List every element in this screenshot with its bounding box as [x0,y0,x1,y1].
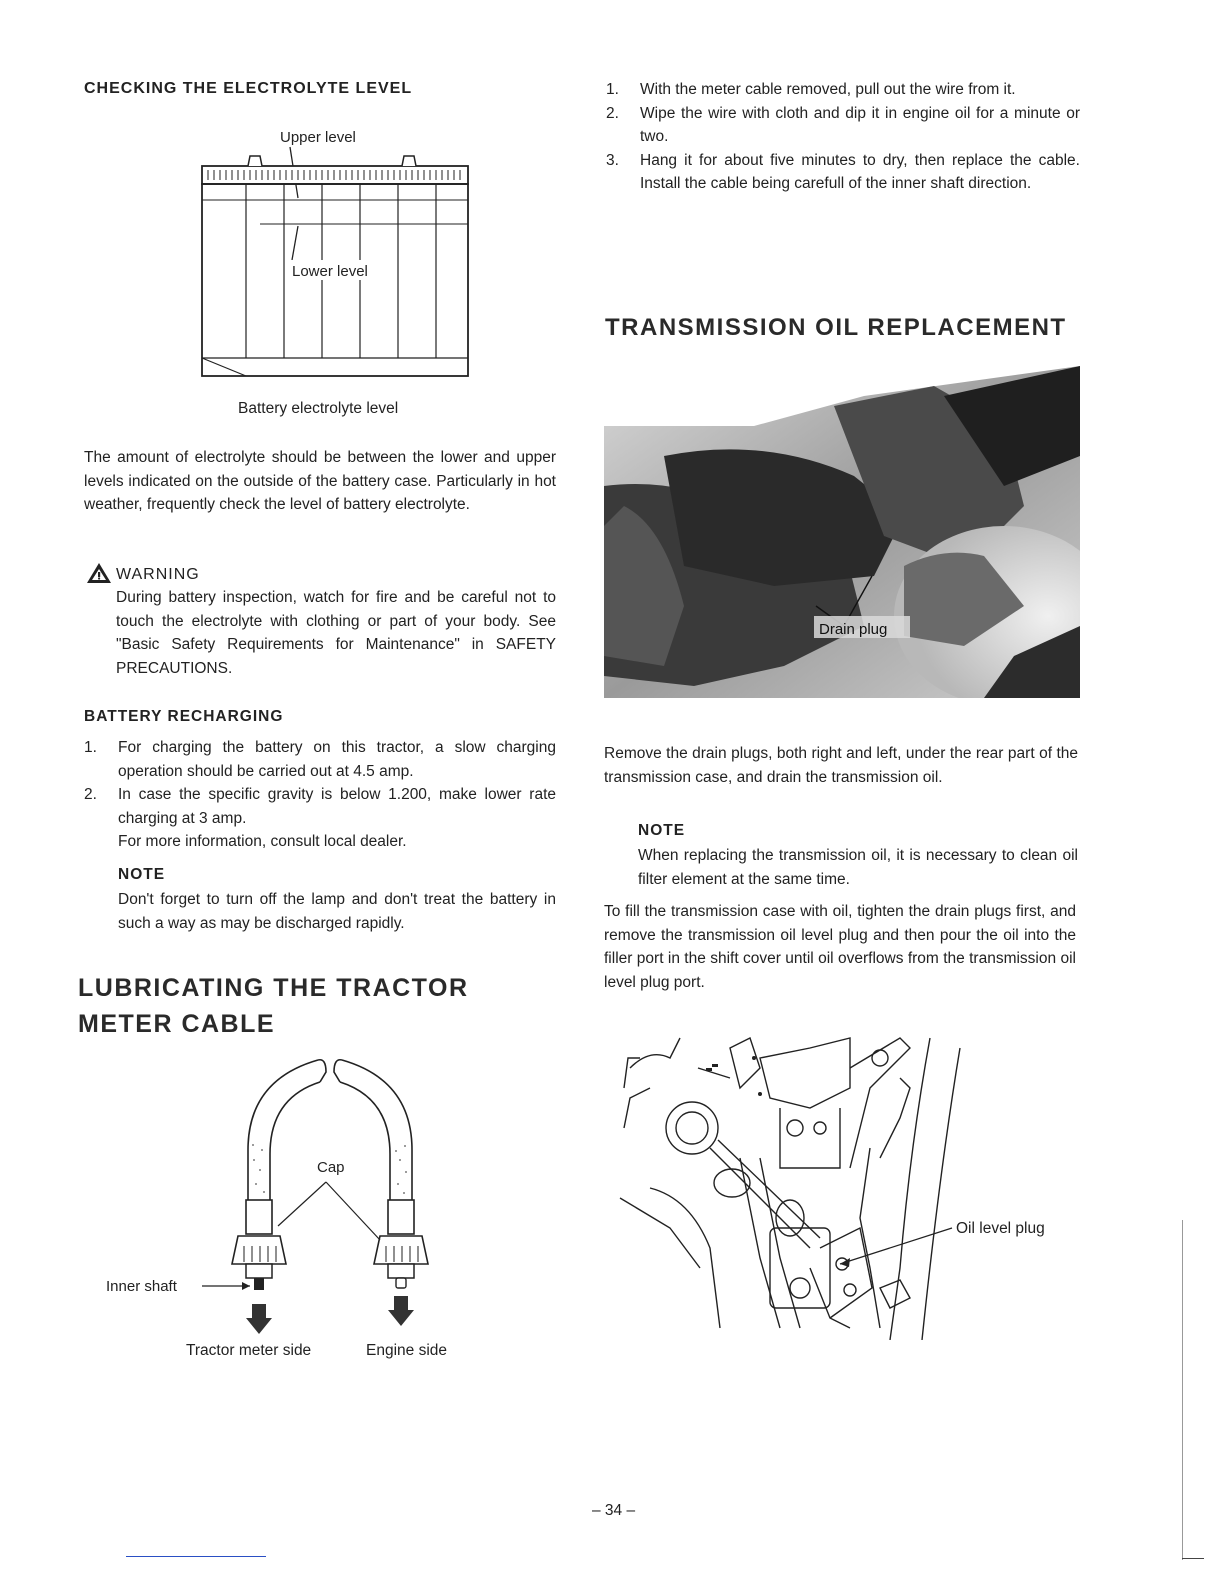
cable-step-text: Hang it for about five minutes to dry, then replace the cable. Install the cable being carefull of the inner shaft direction. [640,151,1080,192]
lubricating-heading-line2: METER CABLE [78,1010,276,1038]
cable-step [606,78,1080,102]
upper-level-label: Upper level [280,129,356,146]
lubricating-heading-line1: LUBRICATING THE TRACTOR [78,974,469,1002]
page-number: – 34 – [592,1502,636,1519]
inner-shaft-tip [254,1278,264,1290]
recharging-item [84,736,556,783]
transmission-note-text: When replacing the transmission oil, it is necessary to clean oil filter element at the same time. [638,847,1078,888]
fill-paragraph: To fill the transmission case with oil, tighten the drain plugs first, and remove the transmission oil level plug and then pour the oil into the filler port in the shift cover until oil overflows from the transmission oil level plug port. [604,903,1076,991]
tractor-end-ferrule [246,1200,272,1234]
transmission-note-title: NOTE [638,822,686,839]
recharging-item-text: In case the specific gravity is below 1.200, make lower rate charging at 3 amp. [118,786,556,827]
footer-rule [126,1556,266,1557]
cap-label: Cap [317,1159,345,1176]
recharging-note-text: Don't forget to turn off the lamp and don't treat the battery in such a way as may be discharged rapidly. [118,891,556,932]
drain-plug-label: Drain plug [819,621,888,638]
lower-level-label: Lower level [292,263,368,280]
warning-triangle-icon [86,562,112,584]
recharging-note-title: NOTE [118,866,166,883]
inner-shaft-label: Inner shaft [106,1278,177,1295]
battery-recharging-heading: BATTERY RECHARGING [84,708,284,725]
cable-step-text: Wipe the wire with cloth and dip it in engine oil for a minute or two. [640,104,1080,145]
oil-level-plug-label: Oil level plug [956,1220,1045,1237]
recharging-item-number: 1. [84,739,97,756]
battery-terminal-left [248,156,262,166]
cable-steps-list [606,78,1080,196]
recharging-item [84,783,556,830]
engine-side-label: Engine side [366,1342,448,1359]
warning-title: WARNING [116,566,200,583]
battery-diagram [190,120,490,390]
tractor-side-arrow-icon [246,1304,272,1334]
cable-right-outer [342,1060,412,1200]
shift-cover-diagram [610,1028,1080,1340]
cap-leader-right [326,1182,380,1240]
recharging-list [84,736,556,854]
tractor-end-cap [232,1236,286,1264]
cap-leader-left [278,1182,326,1226]
cable-step-number: 2. [606,104,619,122]
cable-step-number: 3. [606,151,619,169]
transmission-photo [604,366,1080,698]
oil-level-plug-leader [840,1228,952,1264]
checking-electrolyte-heading: CHECKING THE ELECTROLYTE LEVEL [84,80,413,97]
battery-figure-caption: Battery electrolyte level [238,400,399,417]
tractor-meter-side-label: Tractor meter side [186,1342,312,1359]
engine-end-ferrule [388,1200,414,1234]
engine-side-arrow-icon [388,1296,414,1326]
warning-text: During battery inspection, watch for fire and be careful not to touch the electrolyte with clothing or part of your body. See "Basic Safety Requirements for Maintenance" in SAFETY PRECAUTIONS. [116,589,556,677]
drain-paragraph: Remove the drain plugs, both right and left, under the rear part of the transmission case, and drain the transmission oil. [604,745,1078,786]
cable-step [606,102,1080,149]
recharging-extra-info: For more information, consult local dealer. [118,833,407,850]
battery-terminal-right [402,156,416,166]
right-edge-rule [1182,1220,1183,1560]
transmission-oil-heading: TRANSMISSION OIL REPLACEMENT [605,314,1067,341]
electrolyte-paragraph: The amount of electrolyte should be between the lower and upper levels indicated on the outside of the battery case. Particularly in hot weather, frequently check the level of battery electrolyte. [84,449,556,513]
cable-step-number: 1. [606,81,619,98]
cable-left-inner [270,1082,320,1200]
corner-mark [1182,1558,1204,1559]
cable-left-outer [248,1060,318,1200]
recharging-item-number: 2. [84,786,97,803]
battery-top [202,166,468,184]
cable-step [606,149,1080,196]
meter-cable-diagram [100,1050,480,1370]
lower-level-leader [292,226,298,260]
engine-end-cap [374,1236,428,1264]
recharging-item-text: For charging the battery on this tractor, a slow charging operation should be carried out at 4.5 amp. [118,739,556,780]
cable-step-text: With the meter cable removed, pull out the wire from it. [640,81,1016,98]
cable-right-inner [340,1082,390,1200]
